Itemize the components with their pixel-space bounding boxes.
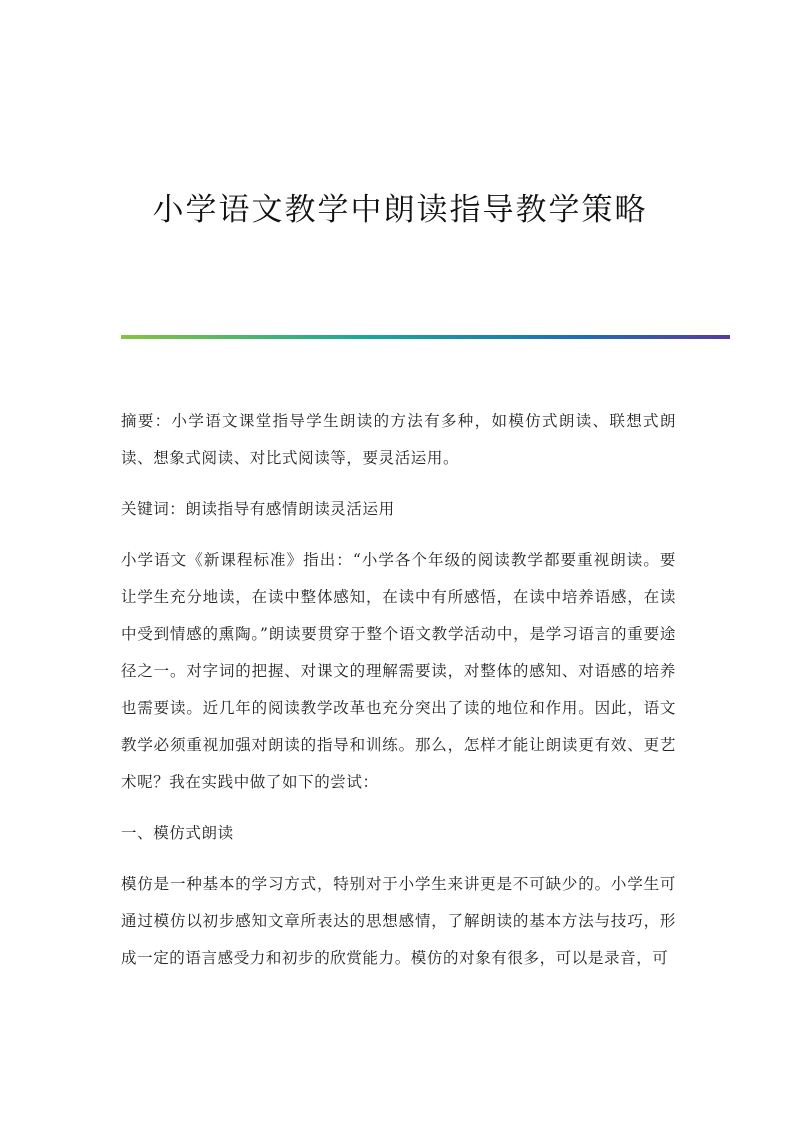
abstract-paragraph: 摘要：小学语文课堂指导学生朗读的方法有多种，如模仿式朗读、联想式朗读、想象式阅读、对比式阅读等，要灵活运用。 bbox=[121, 412, 676, 467]
section-heading: 一、模仿式朗读 bbox=[121, 824, 234, 842]
intro-paragraph: 小学语文《新课程标准》指出：“小学各个年级的阅读教学都要重视朗读。要让学生充分地读，在读中整体感知，在读中有所感悟，在读中培养语感，在读中受到情感的熏陶。”朗读要贯穿于整个语文教学活动中，是学习语言的重要途径之一。对字词的把握、对课文的理解需要读，对整体的感知、对语感的培养也需要读。近几年的阅读教学改革也充分突出了读的地位和作用。因此，语文教学必须重视加强对朗读的指导和训练。那么，怎样才能让朗读更有效、更艺术呢？我在实践中做了如下的尝试： bbox=[121, 551, 676, 791]
document-body bbox=[121, 403, 676, 991]
title-divider bbox=[121, 335, 730, 339]
page-title: 小学语文教学中朗读指导教学策略 bbox=[152, 192, 648, 228]
section-paragraph: 模仿是一种基本的学习方式，特别对于小学生来讲更是不可缺少的。小学生可通过模仿以初步感知文章所表达的思想感情，了解朗读的基本方法与技巧，形成一定的语言感受力和初步的欣赏能力。模仿的对象有很多，可以是录音，可 bbox=[121, 875, 676, 967]
keywords-line: 关键词：朗读指导有感情朗读灵活运用 bbox=[121, 500, 395, 518]
